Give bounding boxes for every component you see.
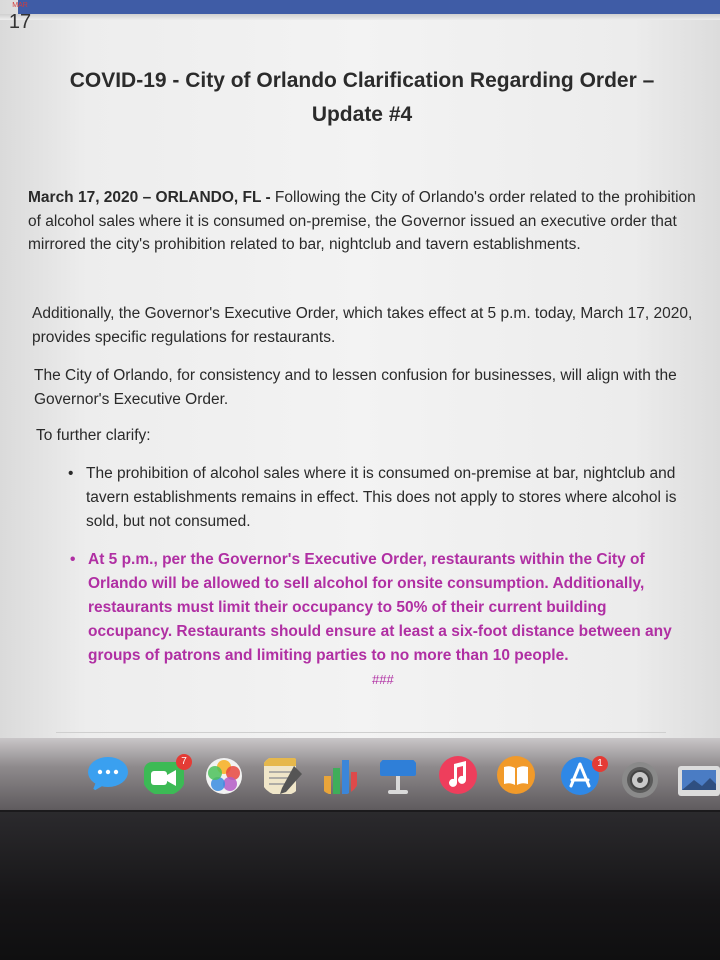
notes-icon[interactable] xyxy=(260,754,304,796)
end-mark: ### xyxy=(372,672,394,687)
system-preferences-icon[interactable] xyxy=(618,760,662,800)
title-line-2: Update #4 xyxy=(311,103,413,126)
bullet-text-2: At 5 p.m., per the Governor's Executive Order, restaurants within the City of Orlando will be allowed to sell alcohol for onsite consumption. Additionally, restaurants must limit their occupancy to 50% of their current building occupancy. Restaurants should ensure at least a six-foot distance between any groups of patrons and limiting parties to no more than 10 people. xyxy=(88,551,672,664)
list-item xyxy=(68,462,688,534)
calendar-month: MAR xyxy=(12,2,28,9)
numbers-icon[interactable] xyxy=(316,754,360,796)
photos-icon[interactable] xyxy=(202,756,246,796)
music-icon[interactable] xyxy=(436,754,480,796)
paragraph-clarify: To further clarify: xyxy=(36,427,151,444)
keynote-icon[interactable] xyxy=(376,754,420,796)
list-item-highlighted xyxy=(70,548,690,668)
facetime-badge: 7 xyxy=(176,754,192,770)
page-title xyxy=(24,64,700,132)
bullet-dot: • xyxy=(68,465,74,482)
paragraph-additionally: Additionally, the Governor's Executive Order, which takes effect at 5 p.m. today, March 17, 2020, provides specific regulations for restaurants. xyxy=(32,305,693,346)
top-bar-shadow xyxy=(0,14,720,20)
dateline: March 17, 2020 – ORLANDO, FL - xyxy=(28,189,271,206)
paragraph-consistency: The City of Orlando, for consistency and to lessen confusion for businesses, will align with the Governor's Executive Order. xyxy=(34,367,677,408)
bullet-dot: • xyxy=(70,551,76,568)
title-line-1: COVID-19 - City of Orlando Clarification Regarding Order – xyxy=(69,69,655,92)
divider xyxy=(56,732,666,733)
calendar-day: 17 xyxy=(8,11,32,33)
bullet-text-1: The prohibition of alcohol sales where it is consumed on-premise at bar, nightclub and tavern establishments remains in effect. This does not apply to stores where alcohol is sold, but not consumed. xyxy=(86,465,677,530)
messages-icon[interactable] xyxy=(86,754,130,794)
press-release xyxy=(24,64,700,687)
intro-text: Following the City of Orlando's order related to the prohibition of alcohol sales where it is consumed on-premise, the Governor issued an executive order that mirrored the city's prohibition related to bar, nightclub and tavern establishments. xyxy=(28,189,696,253)
paragraph-intro xyxy=(28,186,700,257)
books-icon[interactable] xyxy=(494,754,538,796)
laptop-bezel xyxy=(0,812,720,960)
browser-top-bar xyxy=(18,0,720,14)
preview-icon[interactable] xyxy=(676,762,720,800)
app-store-badge: 1 xyxy=(592,756,608,772)
